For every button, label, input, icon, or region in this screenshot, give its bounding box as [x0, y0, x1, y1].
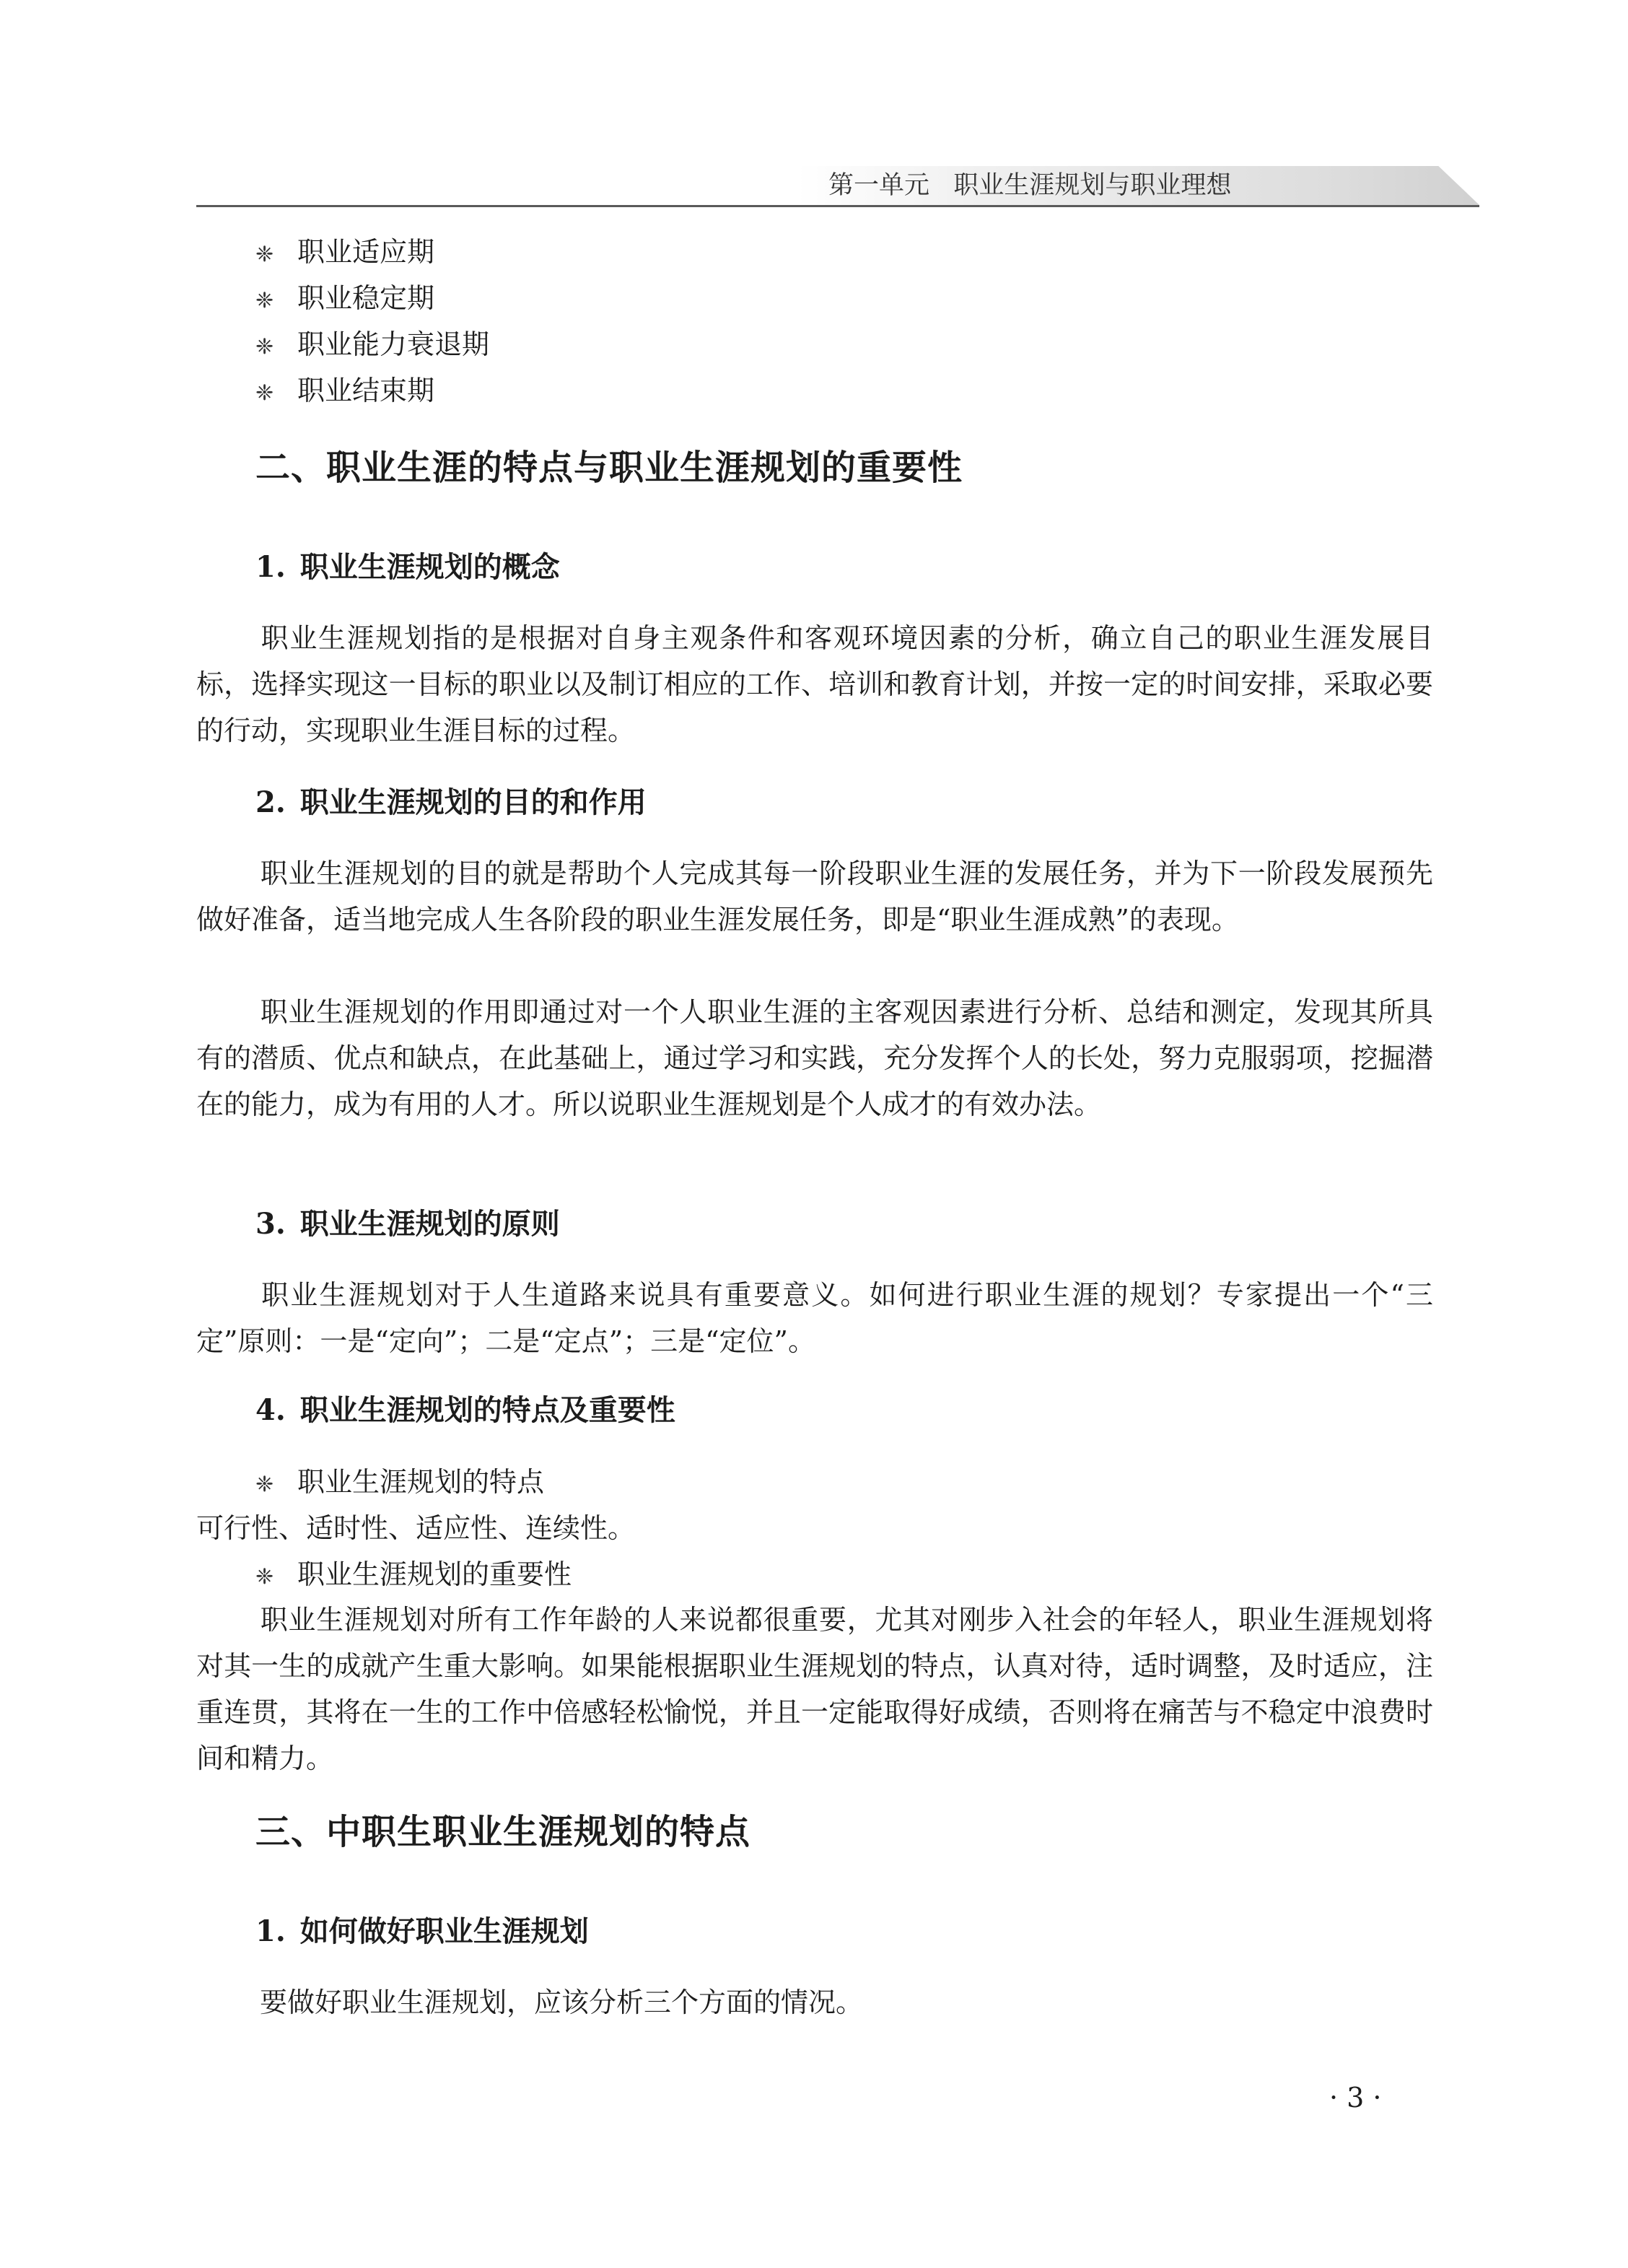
header-title: 职业生涯规划与职业理想	[953, 171, 1232, 200]
bullet-icon: ❈	[255, 242, 274, 267]
subsection-heading: 1. 如何做好职业生涯规划	[255, 1914, 589, 1948]
list-item: ❈ 职业稳定期	[255, 276, 434, 320]
bullet-icon: ❈	[255, 1564, 274, 1589]
subsection-heading: 2. 职业生涯规划的目的和作用	[255, 785, 647, 819]
page-number: · 3 ·	[1329, 2082, 1382, 2114]
header-unit: 第一单元	[828, 171, 930, 200]
section-heading: 二、职业生涯的特点与职业生涯规划的重要性	[255, 448, 963, 488]
list-item: ❈ 职业能力衰退期	[255, 322, 489, 367]
paragraph: 职业生涯规划指的是根据对自身主观条件和客观环境因素的分析，确立自己的职业生涯发展目标，选择实现这一目标的职业以及制订相应的工作、培训和教育计划，并按一定的时间安排，采取必要的行动，实现职业生涯目标的过程。	[196, 622, 1433, 746]
paragraph: 要做好职业生涯规划，应该分析三个方面的情况。	[260, 1986, 864, 2018]
bullet-icon: ❈	[255, 1472, 274, 1497]
paragraph: 职业生涯规划对于人生道路来说具有重要意义。如何进行职业生涯的规划？专家提出一个“三定”原则：一是“定向”；二是“定点”；三是“定位”。	[196, 1279, 1433, 1357]
section-heading: 三、中职生职业生涯规划的特点	[255, 1812, 751, 1852]
bullet-icon: ❈	[255, 334, 274, 359]
subsection-heading: 3. 职业生涯规划的原则	[255, 1207, 560, 1241]
list-item: ❈ 职业适应期	[255, 230, 434, 274]
bullet-icon: ❈	[255, 380, 274, 406]
bullet-icon: ❈	[255, 288, 274, 313]
running-header	[828, 167, 1231, 204]
subsection-heading: 1. 职业生涯规划的概念	[255, 550, 560, 584]
paragraph: 职业生涯规划对所有工作年龄的人来说都很重要，尤其对刚步入社会的年轻人，职业生涯规划将对其一生的成就产生重大影响。如果能根据职业生涯规划的特点，认真对待，适时调整，及时适应，注重连贯，其将在一生的工作中倍感轻松愉悦，并且一定能取得好成绩，否则将在痛苦与不稳定中浪费时间和精力。	[196, 1604, 1433, 1774]
paragraph: 职业生涯规划的作用即通过对一个人职业生涯的主客观因素进行分析、总结和测定，发现其所具有的潜质、优点和缺点，在此基础上，通过学习和实践，充分发挥个人的长处，努力克服弱项，挖掘潜在的能力，成为有用的人才。所以说职业生涯规划是个人成才的有效办法。	[196, 996, 1433, 1120]
list-item: ❈ 职业结束期	[255, 368, 434, 413]
paragraph: 职业生涯规划的目的就是帮助个人完成其每一阶段职业生涯的发展任务，并为下一阶段发展预先做好准备，适当地完成人生各阶段的职业生涯发展任务，即是“职业生涯成熟”的表现。	[196, 858, 1433, 935]
header-rule	[196, 205, 1479, 207]
list-item: ❈ 职业生涯规划的重要性	[255, 1552, 572, 1597]
traits-line: 可行性、适时性、适应性、连续性。	[196, 1512, 636, 1544]
list-item: ❈ 职业生涯规划的特点	[255, 1460, 544, 1504]
subsection-heading: 4. 职业生涯规划的特点及重要性	[255, 1393, 675, 1427]
